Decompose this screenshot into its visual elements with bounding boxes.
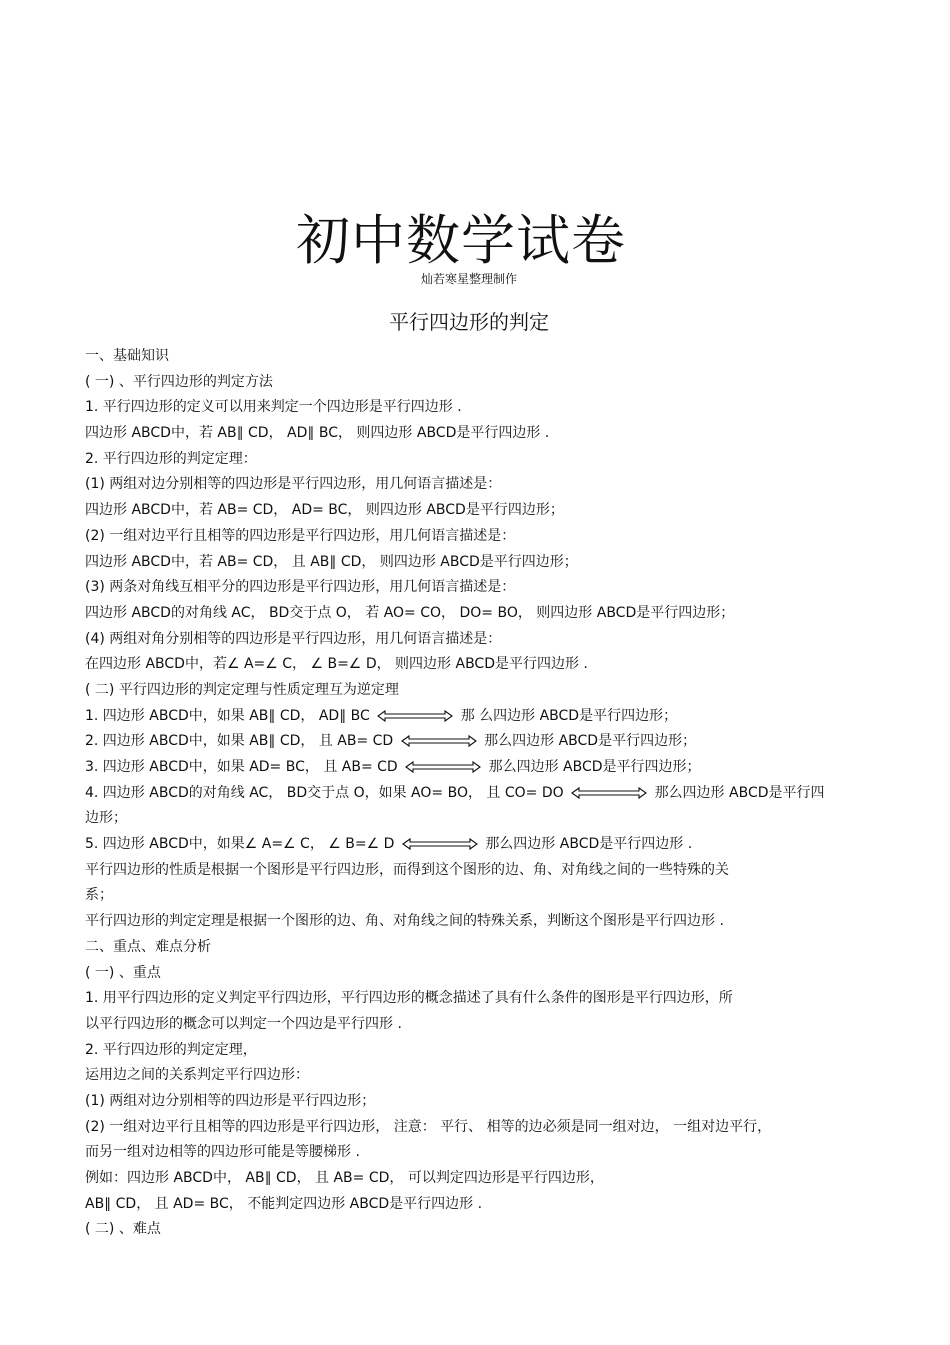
- text-line: (4) 两组对角分别相等的四边形是平行四边形，用几何语言描述是：: [85, 630, 502, 647]
- converse-condition: 2. 四边形 ABCD中，如果 AB∥ CD， 且 AB= CD: [85, 733, 394, 750]
- text-line: 二、重点、难点分析: [85, 938, 211, 955]
- converse-condition: 5. 四边形 ABCD中，如果∠ A=∠ C， ∠ B=∠ D: [85, 836, 395, 853]
- converse-line-3: [85, 755, 865, 781]
- text-line: 四边形 ABCD中，若 AB= CD， 且 AB∥ CD， 则四边形 ABCD是平行四边形；: [85, 553, 578, 570]
- converse-condition: 4. 四边形 ABCD的对角线 AC， BD交于点 O，如果 AO= BO， 且 CO= DO: [85, 784, 564, 801]
- text-line: AB∥ CD， 且 AD= BC， 不能判定四边形 ABCD是平行四边形 .: [85, 1195, 483, 1212]
- document-body: [85, 344, 865, 1243]
- text-line: (1) 两组对边分别相等的四边形是平行四边形，用几何语言描述是：: [85, 476, 502, 493]
- text-line: 在四边形 ABCD中，若∠ A=∠ C， ∠ B=∠ D， 则四边形 ABCD是平行四边形 .: [85, 656, 588, 673]
- converse-line-5: [85, 832, 865, 858]
- text-line: ( 一) 、重点: [85, 964, 161, 981]
- text-line: 运用边之间的关系判定平行四边形：: [85, 1067, 309, 1084]
- double-arrow-icon: [376, 709, 454, 723]
- converse-conclusion: 那么四边形 ABCD是平行四边形；: [484, 733, 697, 750]
- text-line: 1. 用平行四边形的定义判定平行四边形，平行四边形的概念描述了具有什么条件的图形是平行四边形，所: [85, 990, 733, 1007]
- text-line: 四边形 ABCD中，若 AB∥ CD， AD∥ BC， 则四边形 ABCD是平行四边形 .: [85, 425, 550, 442]
- text-line: (2) 一组对边平行且相等的四边形是平行四边形， 注意： 平行、 相等的边必须是同一组对边， 一组对边平行，: [85, 1118, 772, 1135]
- text-line: (3) 两条对角线互相平分的四边形是平行四边形，用几何语言描述是：: [85, 579, 516, 596]
- text-line: 一、基础知识: [85, 348, 169, 364]
- converse-conclusion: 那么四边形 ABCD是平行四: [654, 784, 825, 801]
- document-subtitle: 灿若寒星整理制作: [420, 272, 517, 286]
- text-line: (2) 一组对边平行且相等的四边形是平行四边形，用几何语言描述是：: [85, 527, 516, 544]
- text-line: 2. 平行四边形的判定定理：: [85, 450, 257, 467]
- converse-line-4: [85, 781, 865, 807]
- text-line: 以平行四边形的概念可以判定一个四边是平行四形 .: [85, 1015, 402, 1032]
- converse-conclusion: 那么四边形 ABCD是平行四边形；: [488, 759, 701, 775]
- double-arrow-icon: [401, 837, 479, 851]
- converse-line-1: [85, 704, 865, 730]
- document-title: 初中数学试卷: [296, 209, 626, 272]
- text-line: 平行四边形的性质是根据一个图形是平行四边形，而得到这个图形的边、角、对角线之间的一些特殊的关: [85, 861, 729, 878]
- converse-conclusion: 那 么四边形 ABCD是平行四边形；: [460, 707, 678, 724]
- converse-conclusion: 那么四边形 ABCD是平行四边形 .: [485, 836, 693, 853]
- text-line: (1) 两组对边分别相等的四边形是平行四边形；: [85, 1092, 376, 1109]
- double-arrow-icon: [404, 760, 482, 774]
- double-arrow-icon: [400, 734, 478, 748]
- text-line: 而另一组对边相等的四边形可能是等腰梯形 .: [85, 1144, 360, 1161]
- text-line: 2. 平行四边形的判定定理，: [85, 1041, 257, 1058]
- text-line: 平行四边形的判定定理是根据一个图形的边、角、对角线之间的特殊关系，判断这个图形是平行四边形 .: [85, 913, 724, 930]
- text-line: ( 二) 、难点: [85, 1221, 161, 1238]
- text-line: 四边形 ABCD中，若 AB= CD， AD= BC， 则四边形 ABCD是平行四边形；: [85, 502, 564, 519]
- section-heading: 平行四边形的判定: [389, 310, 549, 334]
- converse-condition: 1. 四边形 ABCD中，如果 AB∥ CD， AD∥ BC: [85, 707, 370, 724]
- text-line: 系；: [85, 887, 113, 904]
- text-line: 1. 平行四边形的定义可以用来判定一个四边形是平行四边形 .: [85, 399, 462, 416]
- converse-condition: 3. 四边形 ABCD中，如果 AD= BC， 且 AB= CD: [85, 759, 398, 775]
- text-line: ( 二) 平行四边形的判定定理与性质定理互为逆定理: [85, 681, 399, 698]
- text-line: 四边形 ABCD的对角线 AC， BD交于点 O， 若 AO= CO， DO= BO， 则四边形 ABCD是平行四边形；: [85, 604, 735, 621]
- double-arrow-icon: [570, 786, 648, 800]
- converse-line-2: [85, 729, 865, 755]
- text-line: ( 一) 、平行四边形的判定方法: [85, 373, 273, 390]
- text-line: 例如：四边形 ABCD中， AB∥ CD， 且 AB= CD， 可以判定四边形是平行四边形，: [85, 1170, 604, 1186]
- converse-line-4-continued: 边形；: [85, 810, 127, 827]
